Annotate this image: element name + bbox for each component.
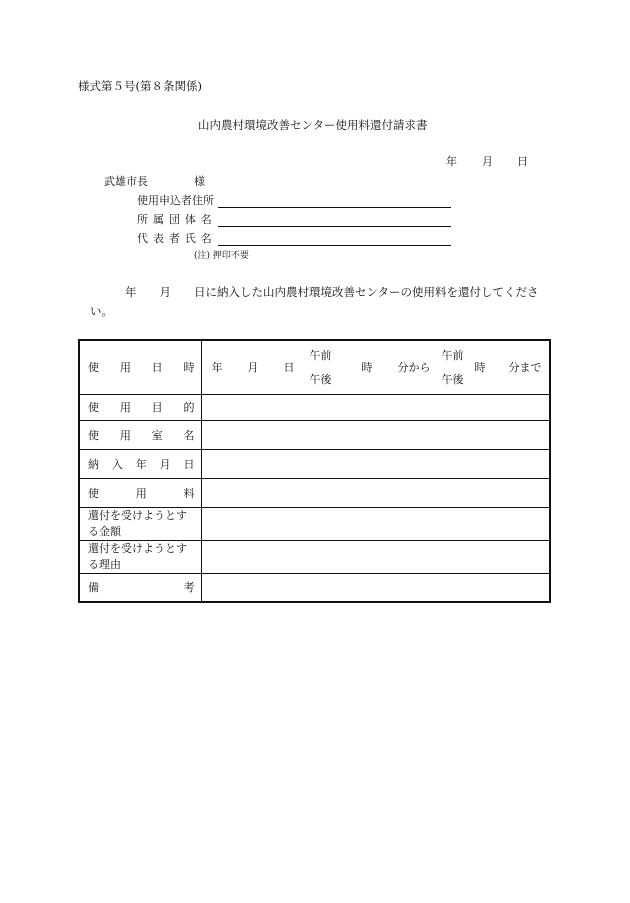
address-label: 使用申込者住所	[137, 194, 214, 207]
remarks-label	[79, 573, 201, 602]
label-char: 使	[88, 486, 99, 500]
table-row	[79, 449, 550, 478]
payment-date-label	[79, 449, 201, 478]
label-char: 使	[88, 361, 99, 375]
room-label	[79, 420, 201, 449]
addressee-honorific: 様	[194, 175, 205, 188]
label-char: 的	[183, 401, 195, 414]
refund-table	[78, 339, 551, 603]
dt-pm-2: 午後	[441, 373, 464, 387]
dt-year: 年	[211, 361, 223, 375]
table-row	[79, 340, 550, 394]
dt-am-1: 午前	[309, 349, 332, 363]
purpose-label	[79, 394, 201, 420]
room-cell[interactable]	[201, 420, 550, 449]
refund-amount-cell[interactable]	[201, 507, 550, 540]
purpose-cell[interactable]	[201, 394, 550, 420]
seal-note: (注) 押印不要	[194, 251, 249, 261]
payment-date-cell[interactable]	[201, 449, 550, 478]
label-char: 納	[88, 457, 99, 471]
form-number: 様式第５号(第８条関係)	[78, 79, 202, 93]
refund-reason-label	[79, 540, 201, 573]
rep-label: 代表者氏名	[137, 232, 217, 245]
label-char: 料	[183, 486, 195, 500]
dt-hour-2: 時	[474, 361, 486, 375]
label-char: 使	[88, 428, 99, 442]
label-char: 使	[88, 401, 99, 414]
date-month: 月	[482, 155, 493, 168]
refund-amount-label	[79, 507, 201, 540]
usage-datetime-text	[88, 359, 195, 375]
label-char: 時	[183, 361, 195, 375]
fee-cell[interactable]	[201, 478, 550, 507]
org-label: 所属団体名	[137, 213, 217, 226]
date-year: 年	[446, 155, 457, 168]
label-char: 名	[183, 428, 195, 442]
org-field[interactable]	[218, 226, 451, 227]
body-line-2: い。	[90, 304, 113, 318]
label-char: 用	[119, 361, 131, 375]
remarks-cell[interactable]	[201, 573, 550, 602]
label-char: 用	[119, 428, 131, 442]
usage-datetime-cell[interactable]	[201, 340, 550, 394]
rep-field[interactable]	[218, 245, 451, 246]
dt-month: 月	[247, 361, 259, 375]
date-day: 日	[517, 155, 528, 168]
label-char: 室	[151, 428, 163, 442]
dt-day: 日	[283, 361, 295, 375]
dt-pm-1: 午後	[309, 373, 332, 387]
purpose-text	[88, 399, 195, 415]
usage-datetime-label	[79, 340, 201, 394]
table-row	[79, 420, 550, 449]
table-row	[79, 478, 550, 507]
label-char: 入	[111, 457, 123, 471]
label-char: 目	[151, 401, 163, 414]
payment-date-text	[88, 456, 195, 472]
address-field[interactable]	[218, 207, 451, 208]
refund-amount-text: 還付を受けようとする金額	[88, 508, 187, 538]
label-char: 考	[183, 581, 195, 595]
body-line-1: 年 月 日に納入した山内農村環境改善センターの使用料を還付してくださ	[125, 285, 539, 299]
remarks-text	[88, 579, 195, 595]
label-char: 年	[135, 457, 147, 471]
label-char: 月	[159, 457, 171, 471]
dt-from: 分から	[397, 361, 431, 375]
fee-label	[79, 478, 201, 507]
label-char: 日	[183, 457, 195, 471]
dt-until: 分まで	[508, 361, 542, 375]
dt-hour-1: 時	[361, 361, 373, 375]
table-row	[79, 573, 550, 602]
label-char: 用	[135, 486, 147, 500]
table-row	[79, 394, 550, 420]
table-row	[79, 507, 550, 540]
room-text	[88, 427, 195, 443]
addressee-name: 武雄市長	[104, 175, 148, 188]
refund-reason-cell[interactable]	[201, 540, 550, 573]
label-char: 用	[119, 401, 131, 414]
datetime-fields	[202, 341, 550, 393]
label-char: 備	[88, 581, 99, 595]
table-row	[79, 540, 550, 573]
refund-reason-text: 還付を受けようとする理由	[88, 541, 187, 571]
fee-text	[88, 485, 195, 501]
document-title: 山内農村環境改善センター使用料還付請求書	[198, 118, 428, 132]
label-char: 日	[151, 361, 163, 375]
dt-am-2: 午前	[441, 349, 464, 363]
